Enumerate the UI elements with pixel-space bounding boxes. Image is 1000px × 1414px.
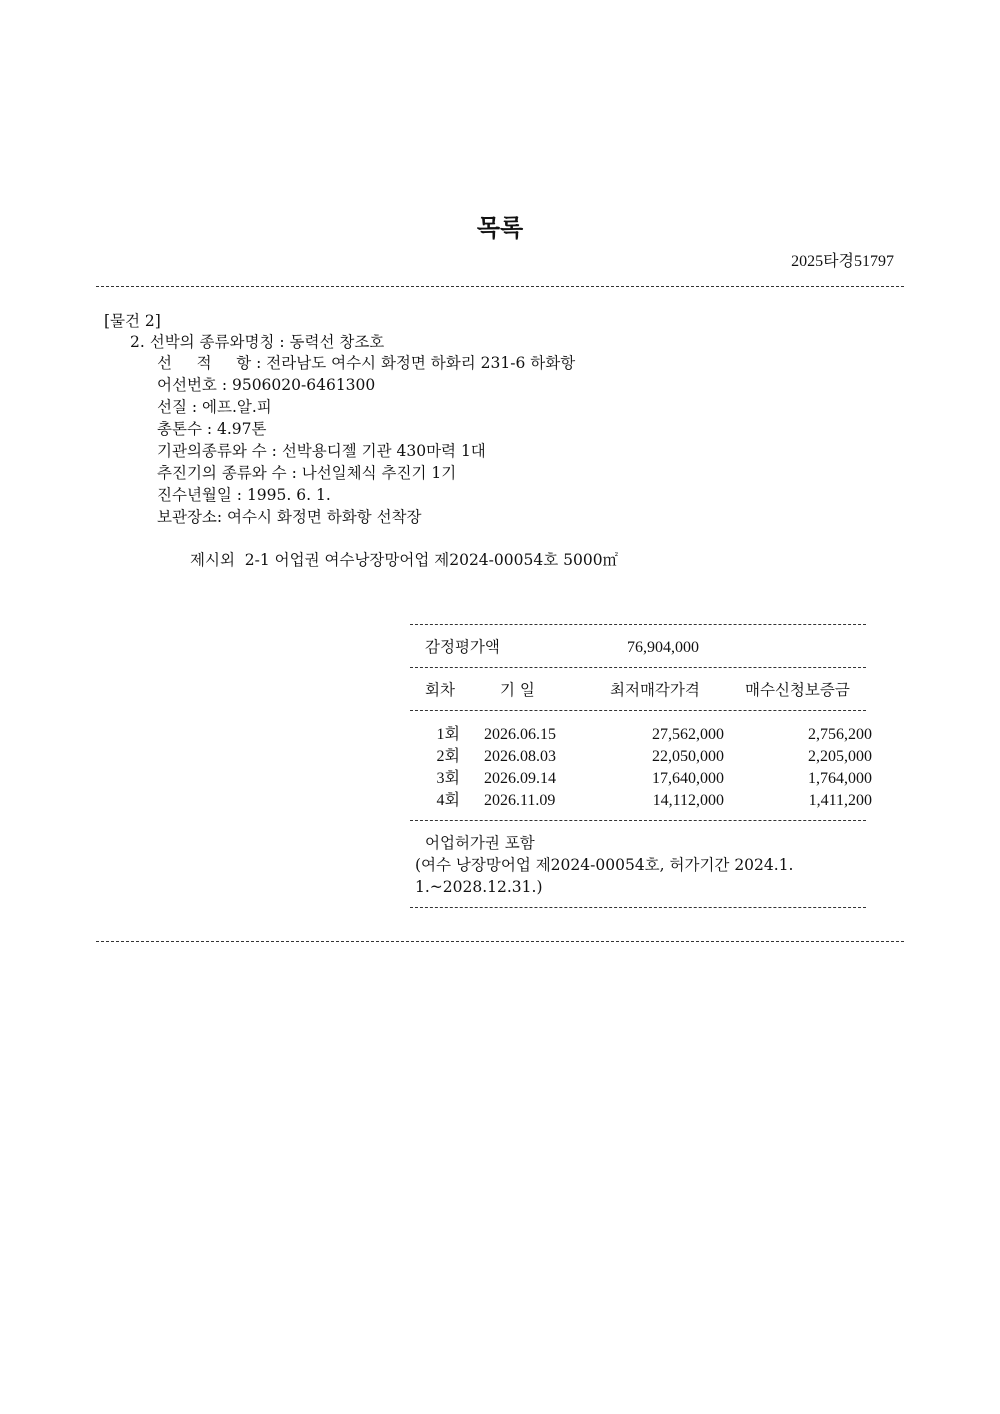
row2-round: 2회 (436, 748, 460, 765)
document-title: 목록 (476, 214, 524, 242)
appraisal-value: 76,904,000 (627, 639, 699, 656)
row2-deposit: 2,205,000 (808, 748, 872, 765)
row3-date: 2026.09.14 (484, 770, 556, 787)
row4-min-price: 14,112,000 (652, 792, 724, 809)
table-divider-bottom (410, 907, 866, 908)
fishing-number: 어선번호 : 9506020-6461300 (157, 376, 376, 394)
exclusion-note: 제시외 2-1 어업권 여수낭장망어업 제2024-00054호 5000㎡ (190, 551, 619, 569)
port-line (157, 353, 575, 375)
col-header-min-price: 최저매각가격 (610, 681, 700, 699)
table-divider-top (410, 624, 866, 625)
col-header-deposit: 매수신청보증금 (745, 681, 850, 699)
note-line-1: 어업허가권 포함 (425, 834, 535, 852)
appraisal-label: 감정평가액 (425, 638, 500, 656)
row3-deposit: 1,764,000 (808, 770, 872, 787)
vessel-name-line: 2. 선박의 종류와명칭 : 동력선 창조호 (130, 333, 385, 351)
col-header-date: 기 일 (500, 681, 535, 699)
row3-min-price: 17,640,000 (652, 770, 724, 787)
row1-deposit: 2,756,200 (808, 726, 872, 743)
table-divider-rows-bottom (410, 820, 866, 821)
engine-info: 기관의종류와 수 : 선박용디젤 기관 430마력 1대 (157, 442, 486, 460)
item-header: [물건 2] (104, 312, 161, 330)
launch-date: 진수년월일 : 1995. 6. 1. (157, 486, 331, 504)
top-divider (96, 286, 904, 287)
row1-min-price: 27,562,000 (652, 726, 724, 743)
note-line-2: (여수 낭장망어업 제2024-00054호, 허가기간 2024.1. (415, 856, 794, 874)
bottom-divider (96, 941, 904, 942)
table-divider-header-top (410, 667, 866, 668)
table-divider-header-bottom (410, 710, 866, 711)
propulsion-info: 추진기의 종류와 수 : 나선일체식 추진기 1기 (157, 464, 457, 482)
row4-deposit: 1,411,200 (808, 792, 872, 809)
row4-round: 4회 (436, 792, 460, 809)
note-line-3: 1.~2028.12.31.) (415, 878, 543, 896)
storage-location: 보관장소: 여수시 화정면 하화항 선착장 (157, 508, 422, 526)
col-header-round: 회차 (425, 681, 455, 699)
port-label: 선 적 항 (157, 354, 252, 372)
row3-round: 3회 (436, 770, 460, 787)
row1-round: 1회 (436, 726, 460, 743)
case-number: 2025타경51797 (791, 253, 894, 270)
row2-min-price: 22,050,000 (652, 748, 724, 765)
port-value: : 전라남도 여수시 화정면 하화리 231-6 하화항 (256, 354, 576, 372)
row1-date: 2026.06.15 (484, 726, 556, 743)
row2-date: 2026.08.03 (484, 748, 556, 765)
hull-material: 선질 : 에프.알.피 (157, 398, 272, 416)
row4-date: 2026.11.09 (484, 792, 556, 809)
gross-tonnage: 총톤수 : 4.97톤 (157, 420, 267, 438)
